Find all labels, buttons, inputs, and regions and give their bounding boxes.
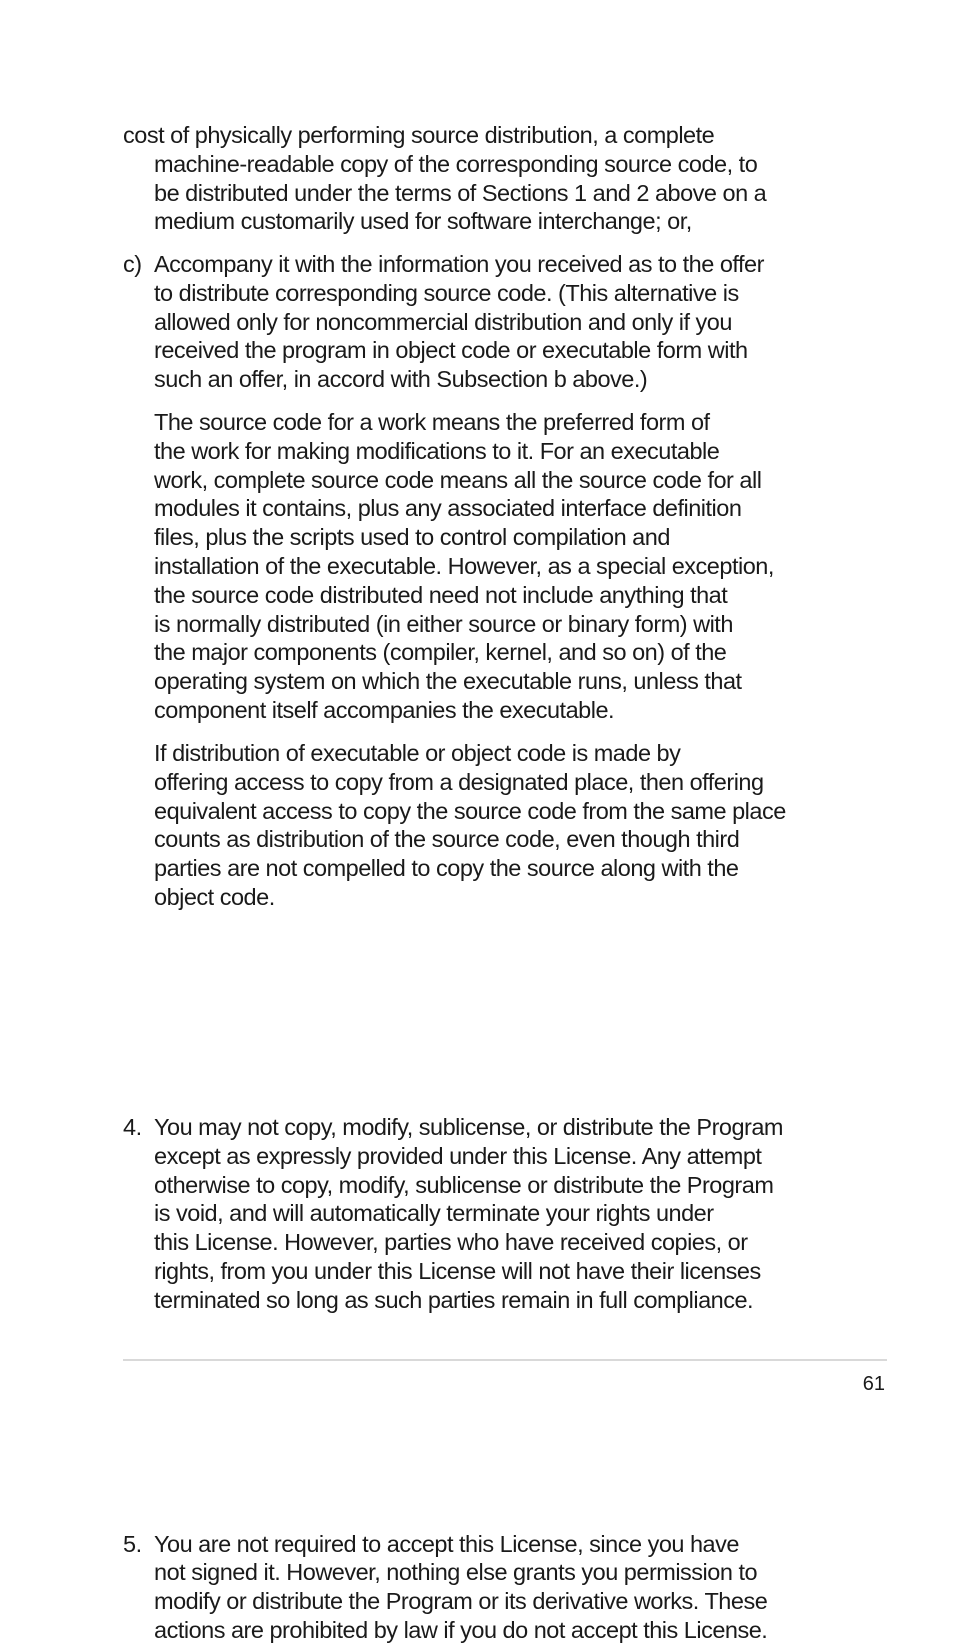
paragraph-line: to distribute corresponding source code. (This alternative is [154,279,739,306]
paragraph-line: such an offer, in accord with Subsection b above.) [154,366,648,393]
paragraph-line: medium customarily used for software interchange; or, [154,208,692,235]
paragraph-line: be distributed under the terms of Sections 1 and 2 above on a [154,179,767,206]
list-marker: 4. [123,1113,142,1140]
paragraph-line: operating system on which the executable runs, unless that [154,668,742,695]
list-item-5 [123,1530,870,1645]
list-item-c [123,250,870,394]
paragraph-line: is normally distributed (in either source or binary form) with [154,610,733,637]
paragraph-line: machine-readable copy of the corresponding source code, to [154,150,758,177]
paragraph-line: object code. [154,883,275,910]
paragraph-line: cost of physically performing source distribution, a complete [123,122,715,148]
continuation-paragraph [123,121,839,236]
paragraph-line: installation of the executable. However, as a special exception, [154,552,774,579]
paragraph-line: equivalent access to copy the source code from the same place [154,797,786,824]
paragraph-line: is void, and will automatically terminate your rights under [154,1200,714,1227]
paragraph-line: otherwise to copy, modify, sublicense or distribute the Program [154,1171,774,1198]
paragraph-line: except as expressly provided under this License. Any attempt [154,1142,762,1169]
paragraph-line: component itself accompanies the executable. [154,696,615,723]
paragraph-line: rights, from you under this License will not have their licenses [154,1257,761,1284]
list-marker: 5. [123,1530,142,1557]
paragraph-line: You may not copy, modify, sublicense, or distribute the Program [154,1113,784,1140]
distribution-access-paragraph [123,739,870,912]
page-number: 61 [862,1373,885,1395]
footer-divider [123,1359,887,1361]
list-item-4 [123,1113,870,1315]
paragraph-line: the work for making modifications to it. For an executable [154,437,720,464]
paragraph-line: The source code for a work means the preferred form of [154,409,710,435]
paragraph-line: this License. However, parties who have received copies, or [154,1229,748,1256]
paragraph-line: modules it contains, plus any associated interface definition [154,495,742,522]
source-code-definition-paragraph [123,408,870,725]
paragraph-line: Accompany it with the information you received as to the offer [154,251,764,277]
paragraph-line: counts as distribution of the source code, even though third [154,826,740,853]
paragraph-line: modify or distribute the Program or its derivative works. These [154,1588,768,1615]
paragraph-line: terminated so long as such parties remain in full compliance. [154,1286,754,1313]
paragraph-line: actions are prohibited by law if you do not accept this License. [154,1616,768,1643]
paragraph-line: If distribution of executable or object code is made by [154,740,681,766]
paragraph-line: the major components (compiler, kernel, and so on) of the [154,639,727,666]
paragraph-line: work, complete source code means all the source code for all [154,466,762,493]
paragraph-line: received the program in object code or executable form with [154,337,748,364]
paragraph-line: not signed it. However, nothing else grants you permission to [154,1559,758,1586]
list-marker: c) [123,251,142,277]
paragraph-line: files, plus the scripts used to control compilation and [154,524,670,551]
paragraph-line: parties are not compelled to copy the source along with the [154,855,739,882]
paragraph-line: You are not required to accept this License, since you have [154,1530,739,1557]
paragraph-line: offering access to copy from a designated place, then offering [154,768,764,795]
paragraph-line: the source code distributed need not include anything that [154,581,728,608]
paragraph-line: allowed only for noncommercial distribution and only if you [154,308,732,335]
